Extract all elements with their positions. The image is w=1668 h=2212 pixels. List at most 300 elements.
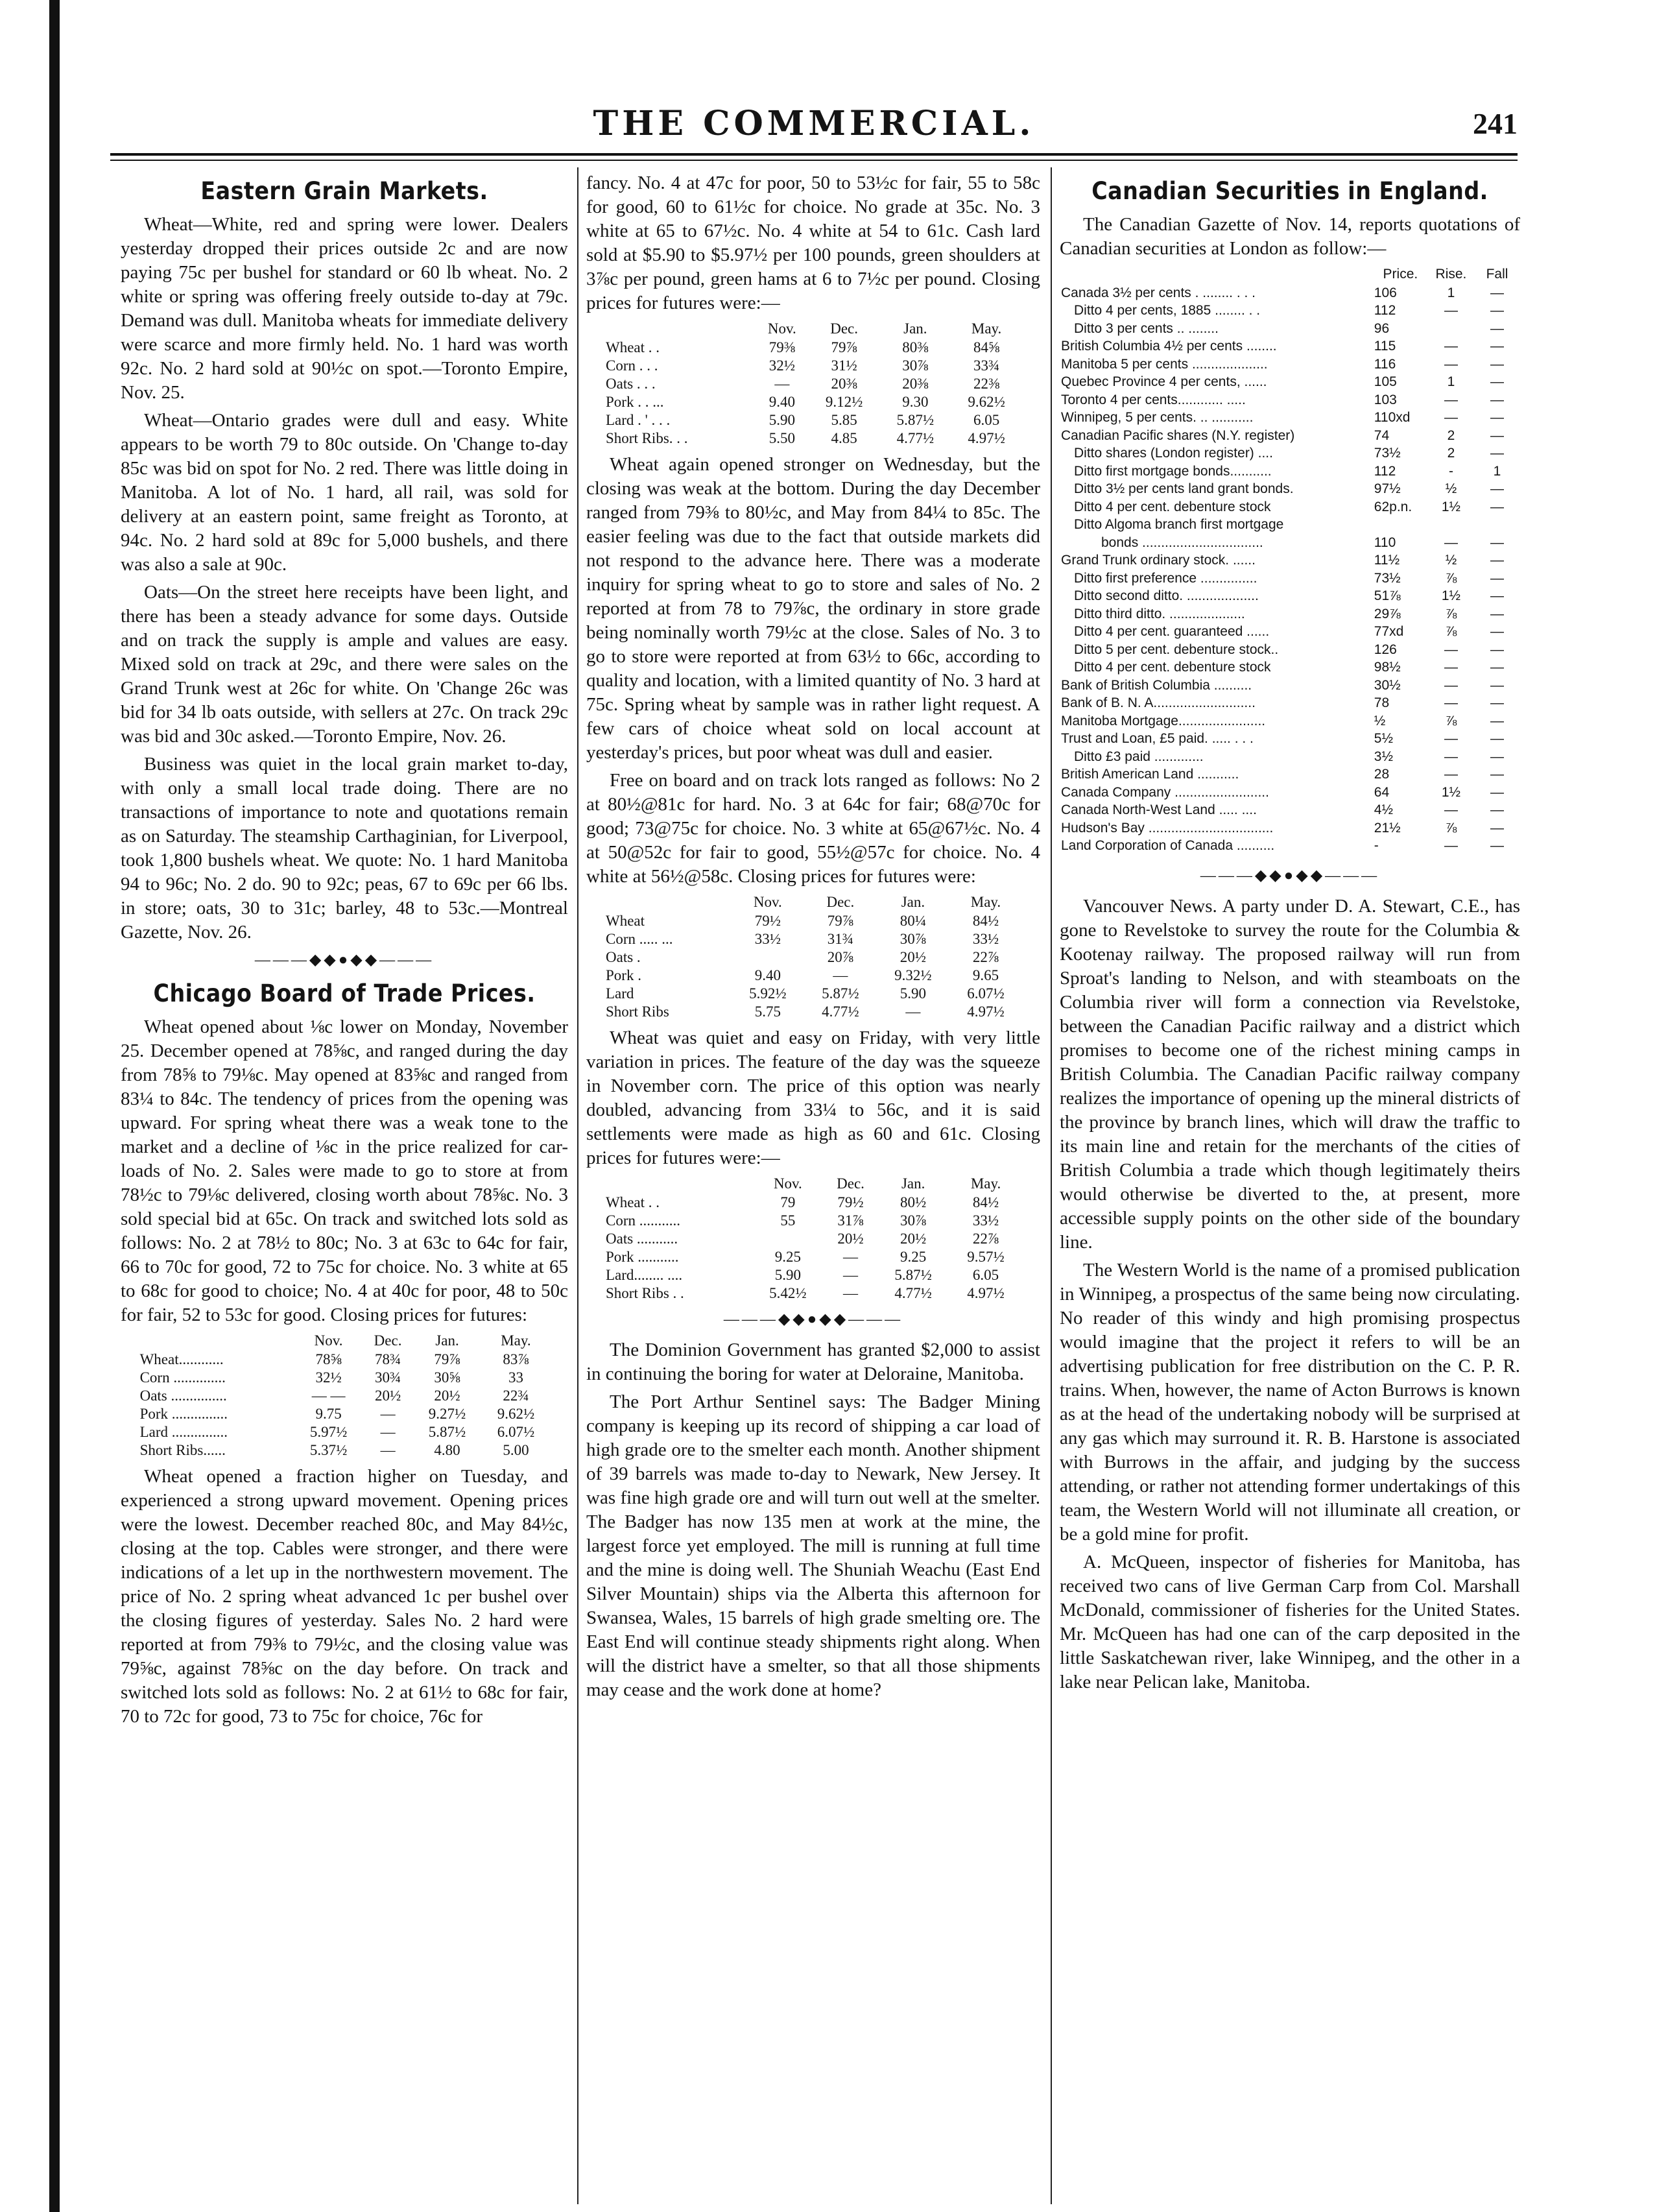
security-rise: — xyxy=(1444,677,1458,693)
futures-price: 33½ xyxy=(754,931,781,947)
security-rise: — xyxy=(1444,410,1458,425)
securities-row xyxy=(1060,284,1520,302)
futures-row xyxy=(604,1230,1022,1248)
security-price: 11½ xyxy=(1374,553,1400,568)
security-price: 51⅞ xyxy=(1374,588,1401,603)
security-fall: — xyxy=(1490,446,1504,461)
security-name: Ditto 4 per cents, 1885 ........ . . xyxy=(1074,303,1261,318)
futures-price: 30⅞ xyxy=(902,357,929,374)
commodity-name: Lard........ .... xyxy=(606,1267,683,1283)
futures-price: 20⅞ xyxy=(827,949,853,965)
security-price: 74 xyxy=(1374,427,1390,443)
column-divider xyxy=(577,167,578,2204)
column-3 xyxy=(1060,171,1520,2202)
security-fall: — xyxy=(1490,303,1504,318)
futures-price: 9.30 xyxy=(902,394,929,410)
security-rise: — xyxy=(1444,838,1458,853)
futures-row xyxy=(604,429,1022,448)
commodity-name: Oats ............... xyxy=(139,1388,227,1404)
security-price: 3½ xyxy=(1374,749,1393,764)
futures-price: 4.77½ xyxy=(822,1004,859,1020)
security-name: Manitoba 5 per cents .................... xyxy=(1061,356,1268,372)
commodity-name: Short Ribs...... xyxy=(139,1442,226,1458)
article-paragraph: Wheat opened a fraction higher on Tuesday, and experienced a strong upward movement. Opening prices were the lowest. December reached 80c, and May 84½c, closing at the top. Cables were stronger, and there were indications of a let up in the northwestern movement. The price of No. 2 spring wheat advanced 1c per bushel over the closing figures of yesterday. Sales No. 2 hard were reported at from 79⅜ to 79½c, and the closing value was 79⅝c, against 78⅝c on the day before. On track and switched lots sold as follows: No. 2 at 61½ to 68c for fair, 70 to 72c for good, 73 to 75c for choice, 76c for xyxy=(121,1466,568,1727)
security-fall: — xyxy=(1490,731,1504,746)
commodity-name: Short Ribs . . xyxy=(606,1285,684,1301)
commodity-name: Oats . xyxy=(606,949,641,965)
security-name: Bank of British Columbia .......... xyxy=(1061,677,1252,693)
commodity-name: Pork . . ... xyxy=(606,394,664,410)
article-paragraph: Wheat again opened stronger on Wednesday, but the closing was weak at the bottom. During the day December ranged from 79⅜ to 80½c, and May from 84¼ to 85c. The easier feeling was due to the fact that outside markets did not respond to the advance here. There was a moderate inquiry for spring wheat to go to store and sales of No. 2 reported at from 78 to 79⅞c, the ordinary in store grade being nominally worth 79½c at the close. Sales of No. 3 to go to store were reported at from 63½ to 66c, according to quality and location, with a limited quantity of No. 3 hard at 75c. Spring wheat by sample was in rather light request. A few cars of choice wheat sold on local account at yesterday's prices, but poor wheat was dull and easier. xyxy=(586,454,1040,763)
futures-header-cell xyxy=(604,1174,752,1194)
futures-price: 33½ xyxy=(972,1212,999,1229)
securities-row xyxy=(1060,605,1520,623)
commodity-name: Short Ribs xyxy=(606,1004,669,1020)
futures-row xyxy=(604,1266,1022,1284)
security-price: 28 xyxy=(1374,767,1390,782)
futures-price: 20½ xyxy=(900,949,927,965)
section-ornament: ———◆◆●◆◆——— xyxy=(1200,867,1380,884)
security-price: 112 xyxy=(1374,463,1396,479)
security-name: Toronto 4 per cents............ ..... xyxy=(1061,392,1246,407)
futures-price: 5.00 xyxy=(503,1442,529,1458)
commodity-name: Corn ..... ... xyxy=(606,931,673,947)
securities-row xyxy=(1060,373,1520,391)
securities-row xyxy=(1060,784,1520,802)
commodity-name: Wheat............ xyxy=(139,1351,224,1367)
futures-row xyxy=(139,1351,551,1369)
futures-price: 5.87½ xyxy=(822,985,859,1002)
futures-price: 20½ xyxy=(434,1388,460,1404)
securities-row xyxy=(1060,623,1520,641)
header-rule xyxy=(110,153,1518,156)
security-rise: — xyxy=(1444,660,1458,675)
futures-price: 79½ xyxy=(837,1194,864,1210)
futures-price: 6.05 xyxy=(972,1267,999,1283)
security-name: Ditto 3 per cents .. ........ xyxy=(1074,320,1219,336)
futures-row xyxy=(604,1248,1022,1266)
futures-row xyxy=(604,339,1022,357)
security-fall: — xyxy=(1490,427,1504,443)
futures-price: 9.40 xyxy=(754,967,781,983)
security-price: ½ xyxy=(1374,713,1386,728)
futures-price: 4.77½ xyxy=(896,430,935,446)
futures-price: — xyxy=(843,1267,859,1283)
securities-row xyxy=(1060,391,1520,409)
securities-row xyxy=(1060,444,1520,463)
futures-price: 4.97½ xyxy=(967,1004,1005,1020)
futures-price: 33 xyxy=(508,1369,523,1386)
futures-header-cell: Dec. xyxy=(826,894,855,910)
securities-row xyxy=(1060,748,1520,766)
securities-row xyxy=(1060,302,1520,320)
section-ornament: ———◆◆●◆◆——— xyxy=(254,952,435,968)
security-price: 112 xyxy=(1374,303,1396,318)
security-rise: — xyxy=(1444,392,1458,407)
futures-table-friday xyxy=(604,1174,1022,1303)
futures-price: 32½ xyxy=(315,1369,342,1386)
security-price: - xyxy=(1374,838,1379,853)
futures-header-row xyxy=(604,1174,1022,1194)
security-fall: — xyxy=(1490,767,1504,782)
futures-price: 84½ xyxy=(972,913,999,929)
futures-price: 5.87½ xyxy=(896,412,935,428)
futures-price: 22¾ xyxy=(503,1388,529,1404)
futures-row xyxy=(604,393,1022,411)
security-fall: — xyxy=(1490,588,1504,603)
securities-row xyxy=(1060,409,1520,427)
security-fall: — xyxy=(1490,838,1504,853)
security-price: 30½ xyxy=(1374,677,1401,693)
commodity-name: Corn ........... xyxy=(606,1212,680,1229)
security-rise: 1½ xyxy=(1441,784,1461,800)
security-fall: — xyxy=(1490,285,1504,300)
security-fall: — xyxy=(1490,356,1504,372)
security-name: Canada Company ......................... xyxy=(1061,784,1269,800)
security-name: Ditto 5 per cent. debenture stock.. xyxy=(1074,642,1279,657)
article-paragraph: Oats—On the street here receipts have been light, and there has been a steady advance for some days. Outside and on track the supply is ample and values are easy. Mixed sold on track at 29c, and there were sales on the Grand Trunk west at 26c for white. On 'Change 26c was bid for 34 lb oats outside, with sellers at 27c. On track 29c was bid and 30c asked.—Toronto Empire, Nov. 26. xyxy=(121,582,568,747)
security-price: 96 xyxy=(1374,320,1390,336)
futures-price: 5.85 xyxy=(831,412,857,428)
security-price: 62p.n. xyxy=(1374,499,1412,514)
futures-price: 4.97½ xyxy=(967,1285,1005,1301)
securities-row xyxy=(1060,551,1520,570)
futures-price: 22⅞ xyxy=(972,949,999,965)
security-fall: — xyxy=(1490,606,1504,621)
canadian-securities-heading: Canadian Securities in England. xyxy=(1091,177,1488,205)
futures-price: — xyxy=(833,967,848,983)
security-price: 77xd xyxy=(1374,624,1404,639)
article-paragraph: fancy. No. 4 at 47c for poor, 50 to 53½c for fair, 55 to 58c for good, 60 to 61½c for choice. No grade at 35c. No. 3 white at 65 to 67½c. No. 4 white at 54 to 61c. Cash lard sold at $5.90 to $5.97½ per 100 pounds, green shoulders at 3⅞c per pound, green hams at 6 to 7½c per pound. Closing prices for futures were:— xyxy=(586,173,1040,313)
futures-price: 80¼ xyxy=(900,913,927,929)
securities-row xyxy=(1060,480,1520,498)
securities-col-fall: Fall xyxy=(1486,267,1508,282)
security-price: 64 xyxy=(1374,784,1390,800)
futures-price: 30⅞ xyxy=(900,931,927,947)
security-fall: — xyxy=(1490,570,1504,586)
futures-row xyxy=(604,375,1022,393)
security-rise: — xyxy=(1444,731,1458,746)
security-rise: — xyxy=(1444,535,1458,550)
security-name: Winnipeg, 5 per cents. .. ........... xyxy=(1061,410,1254,425)
security-name: Ditto first mortgage bonds........... xyxy=(1074,463,1272,479)
security-fall: — xyxy=(1490,624,1504,639)
futures-price: 5.87½ xyxy=(428,1424,466,1440)
security-price: 105 xyxy=(1374,374,1397,389)
futures-price: 33¾ xyxy=(973,357,1000,374)
security-price: 29⅞ xyxy=(1374,606,1401,621)
futures-price: 79⅞ xyxy=(434,1351,460,1367)
futures-header-cell: May. xyxy=(970,894,1001,910)
security-price: 126 xyxy=(1374,642,1397,657)
securities-intro: The Canadian Gazette of Nov. 14, reports quotations of Canadian securities at London as follow:— xyxy=(1060,214,1520,259)
security-price: 5½ xyxy=(1374,731,1393,746)
security-fall: — xyxy=(1490,802,1504,817)
security-price: 116 xyxy=(1374,356,1396,372)
futures-price: 5.92½ xyxy=(749,985,787,1002)
security-name: British American Land ........... xyxy=(1061,767,1239,782)
commodity-name: Pork ........... xyxy=(606,1249,679,1265)
security-fall: — xyxy=(1490,677,1504,693)
security-rise: 2 xyxy=(1447,446,1455,461)
security-name: Canada 3½ per cents . ........ . . . xyxy=(1061,285,1256,300)
security-rise: — xyxy=(1444,767,1458,782)
article-paragraph: Wheat was quiet and easy on Friday, with very little variation in prices. The feature of the day was the squeeze in November corn. The price of this option was nearly doubled, advancing from 33¼ to 56c, and it is said settlements were made as high as 60 and 61c. Closing prices for futures were:— xyxy=(586,1028,1040,1168)
futures-price: 9.12½ xyxy=(825,394,863,410)
commodity-name: Lard . ' . . . xyxy=(606,412,671,428)
futures-price: 4.77½ xyxy=(894,1285,932,1301)
masthead: THE COMMERCIAL. xyxy=(593,104,1035,143)
futures-price: 6.05 xyxy=(973,412,1000,428)
security-rise: ½ xyxy=(1445,481,1457,496)
commodity-name: Corn .............. xyxy=(139,1369,226,1386)
futures-price: 9.25 xyxy=(900,1249,927,1265)
security-name: British Columbia 4½ per cents ........ xyxy=(1061,339,1277,354)
security-rise: 1½ xyxy=(1441,499,1461,514)
security-name: Ditto 4 per cent. guaranteed ...... xyxy=(1074,624,1270,639)
security-name: Ditto second ditto. ................... xyxy=(1074,588,1259,603)
futures-price: 6.07½ xyxy=(967,985,1005,1002)
securities-table xyxy=(1060,265,1520,855)
securities-row xyxy=(1060,570,1520,588)
futures-price: 5.37½ xyxy=(309,1442,348,1458)
futures-price: 22⅞ xyxy=(972,1231,999,1247)
securities-row xyxy=(1060,765,1520,784)
futures-row xyxy=(604,411,1022,429)
futures-price: 79½ xyxy=(754,913,781,929)
futures-price: 22⅜ xyxy=(973,376,1000,392)
futures-price: 4.97½ xyxy=(968,430,1005,446)
security-fall: — xyxy=(1490,410,1504,425)
security-fall: — xyxy=(1490,820,1504,836)
security-fall: — xyxy=(1490,695,1504,710)
security-fall: 1 xyxy=(1493,463,1501,479)
binding-edge xyxy=(49,0,60,2212)
futures-price: 5.42½ xyxy=(769,1285,807,1301)
futures-price: 32½ xyxy=(768,357,795,374)
futures-header-cell: Jan. xyxy=(901,1175,925,1192)
security-rise: ⅞ xyxy=(1445,624,1457,639)
futures-price: 4.85 xyxy=(831,430,857,446)
futures-row xyxy=(604,357,1022,375)
commodity-name: Oats . . . xyxy=(606,376,656,392)
futures-price: — xyxy=(774,376,790,392)
security-price: 110xd xyxy=(1374,410,1411,425)
security-name: Ditto Algoma branch first mortgage xyxy=(1074,517,1284,532)
futures-price: — xyxy=(380,1442,396,1458)
futures-price: — xyxy=(905,1004,921,1020)
futures-price: 5.97½ xyxy=(309,1424,348,1440)
commodity-name: Pork ............... xyxy=(139,1406,228,1422)
securities-row xyxy=(1060,427,1520,445)
commodity-name: Oats ........... xyxy=(606,1231,678,1247)
security-name: Ditto £3 paid ............. xyxy=(1074,749,1204,764)
security-fall: — xyxy=(1490,320,1504,336)
securities-row xyxy=(1060,837,1520,855)
security-fall: — xyxy=(1490,784,1504,800)
securities-row xyxy=(1060,819,1520,837)
futures-row xyxy=(139,1369,551,1387)
securities-row xyxy=(1060,320,1520,338)
article-paragraph: A. McQueen, inspector of fisheries for Manitoba, has received two cans of live German Carp from Col. Marshall McDonald, commissioner of fisheries for the United States. Mr. McQueen has had one can of the carp deposited in the little Saskatchewan river, lake Winnipeg, and the other in a lake near Pelican lake, Manitoba. xyxy=(1060,1551,1520,1692)
futures-header-cell xyxy=(604,893,732,912)
securities-row xyxy=(1060,658,1520,677)
security-rise: — xyxy=(1444,642,1458,657)
futures-header-cell: Nov. xyxy=(773,1175,802,1192)
page-number: 241 xyxy=(1473,107,1518,140)
commodity-name: Corn . . . xyxy=(606,357,658,374)
security-fall: — xyxy=(1490,553,1504,568)
futures-price: 33½ xyxy=(972,931,999,947)
futures-row xyxy=(604,1194,1022,1212)
security-fall: — xyxy=(1490,713,1504,728)
commodity-name: Lard ............... xyxy=(139,1424,228,1440)
security-price: 73½ xyxy=(1374,570,1401,586)
article-paragraph: Free on board and on track lots ranged as follows: No 2 at 80½@81c for hard. No. 3 at 64c for fair; 68@70c for good; 73@75c for choice. No. 3 white at 65@67½c. No. 4 at 50@52c for fair to good, 55½@57c for choice. No. 4 white at 56½@58c. Closing prices for futures were: xyxy=(586,770,1040,887)
security-rise: 1½ xyxy=(1441,588,1461,603)
column-2 xyxy=(586,171,1040,2202)
futures-table-tuesday xyxy=(604,319,1022,448)
commodity-name: Lard xyxy=(606,985,634,1002)
futures-header-cell: Jan. xyxy=(435,1332,459,1349)
article-paragraph: The Western World is the name of a promised publication in Winnipeg, a prospectus of the same being now circulating. No reader of this windy and high promising prospectus would imagine that the project it refers to will be an advertising publication for free distribution on the C. P. R. trains. When, however, the name of Acton Burrows is known as at the head of the undertaking nobody will be surprised at any gas which may surround it. R. B. Harstone is associated with Burrows in the affair, and judging by the success attending, or rather not attending former undertakings of this team, the Western World will not illuminate all creation, or be a gold mine for profit. xyxy=(1060,1259,1520,1545)
futures-price: 20½ xyxy=(374,1388,401,1404)
futures-price: 55 xyxy=(780,1212,796,1229)
security-fall: — xyxy=(1490,642,1504,657)
futures-price: 31¾ xyxy=(827,931,853,947)
futures-price: 5.90 xyxy=(768,412,795,428)
futures-header-cell: Dec. xyxy=(374,1332,402,1349)
futures-price: 5.50 xyxy=(768,430,795,446)
securities-row xyxy=(1060,337,1520,355)
securities-row xyxy=(1060,587,1520,605)
security-rise: — xyxy=(1444,356,1458,372)
security-name: Ditto 4 per cent. debenture stock xyxy=(1074,660,1271,675)
futures-row xyxy=(139,1423,551,1441)
commodity-name: Wheat . . xyxy=(606,339,660,355)
futures-price: 79⅞ xyxy=(831,339,857,355)
futures-price xyxy=(752,1230,824,1248)
security-price: 106 xyxy=(1374,285,1397,300)
securities-row xyxy=(1060,801,1520,819)
security-rise: — xyxy=(1444,802,1458,817)
security-price: 73½ xyxy=(1374,446,1401,461)
futures-price: 9.62½ xyxy=(968,394,1005,410)
futures-row xyxy=(604,967,1022,985)
security-name: Hudson's Bay ................................. xyxy=(1061,820,1274,836)
futures-price: 30⅞ xyxy=(900,1212,927,1229)
security-name: Land Corporation of Canada .......... xyxy=(1061,838,1275,853)
security-rise: ⅞ xyxy=(1445,820,1457,836)
futures-price: 9.25 xyxy=(774,1249,801,1265)
securities-row xyxy=(1060,712,1520,730)
security-rise: ⅞ xyxy=(1445,606,1457,621)
article-paragraph: Wheat—White, red and spring were lower. Dealers yesterday dropped their prices outside 2c and are now paying 75c per bushel for standard or 60 lb wheat. No. 2 white or spring was offering freely outside to-day at 79c. Demand was dull. Manitoba wheats for immediate delivery were scarce and more firmly held. No. 1 hard was worth 92c. No. 2 hard sold at 90½c on spot.—Toronto Empire, Nov. 25. xyxy=(121,214,568,403)
security-name: Grand Trunk ordinary stock. ...... xyxy=(1061,553,1256,568)
futures-price: 20⅜ xyxy=(831,376,857,392)
futures-price: 9.27½ xyxy=(428,1406,466,1422)
security-name: Canadian Pacific shares (N.Y. register) xyxy=(1061,427,1295,443)
futures-header-cell: Dec. xyxy=(837,1175,864,1192)
security-rise: 1 xyxy=(1447,374,1455,389)
futures-price: 30⅝ xyxy=(434,1369,460,1386)
security-rise: 1 xyxy=(1447,285,1455,300)
securities-header-row xyxy=(1060,265,1520,284)
futures-header-row xyxy=(604,893,1022,912)
futures-header-cell: Jan. xyxy=(903,320,927,337)
futures-price: 84½ xyxy=(972,1194,999,1210)
security-rise xyxy=(1428,320,1474,338)
security-name: Ditto third ditto. .................... xyxy=(1074,606,1245,621)
futures-header-cell xyxy=(604,319,756,339)
article-paragraph: Wheat—Ontario grades were dull and easy. White appears to be worth 79 to 80c outside. On 'Change to-day 85c was bid on spot for No. 2 red. There was little doing in Manitoba. A lot of No. 1 hard, all rail, was sold for delivery at an eastern point, same freight as Toronto, at 94c. No. 2 hard sold at 89c for 5,000 bushels, and there was also a sale at 90c. xyxy=(121,410,568,575)
futures-price: 20½ xyxy=(900,1231,927,1247)
futures-price: 5.75 xyxy=(754,1004,781,1020)
futures-header-cell: Nov. xyxy=(767,320,796,337)
futures-header-row xyxy=(604,319,1022,339)
futures-row xyxy=(139,1441,551,1460)
security-fall: — xyxy=(1490,481,1504,496)
commodity-name: Short Ribs. . . xyxy=(606,430,688,446)
futures-price: — xyxy=(380,1406,396,1422)
futures-header-cell: Nov. xyxy=(753,894,782,910)
security-fall: — xyxy=(1490,535,1504,550)
futures-table-wednesday xyxy=(604,893,1022,1021)
futures-price: 5.90 xyxy=(900,985,927,1002)
article-paragraph: The Port Arthur Sentinel says: The Badger Mining company is keeping up its record of shipping a car load of high grade ore to the smelter each month. Another shipment of 39 barrels was made to-day to Newark, New Jersey. It was fine high grade ore and will turn out well at the smelter. The Badger has now 135 men at work at the mine, the largest force yet employed. The mill is running at full time and the mine is doing well. The Shuniah Weachu (East End Silver Mountain) ships via the Alberta this afternoon for Swansea, Wales, 15 barrels of high grade smelting ore. The East End will continue steady shipments right along. When will the district have a smelter, so that all those shipments may cease and the work done at home? xyxy=(586,1391,1040,1700)
article-paragraph: The Dominion Government has granted $2,000 to assist in continuing the boring for water at Deloraine, Manitoba. xyxy=(586,1340,1040,1384)
securities-row xyxy=(1060,534,1520,552)
futures-row xyxy=(604,912,1022,930)
commodity-name: Pork . xyxy=(606,967,641,983)
security-name: Ditto 4 per cent. debenture stock xyxy=(1074,499,1271,514)
futures-row xyxy=(604,1003,1022,1021)
security-rise: — xyxy=(1444,695,1458,710)
futures-price: 83⅞ xyxy=(503,1351,529,1367)
security-name: Ditto shares (London register) .... xyxy=(1074,446,1273,461)
futures-price: — xyxy=(380,1424,396,1440)
securities-row xyxy=(1060,463,1520,481)
securities-row xyxy=(1060,641,1520,659)
commodity-name: Wheat . . xyxy=(606,1194,660,1210)
futures-price: — xyxy=(843,1285,859,1301)
security-price xyxy=(1373,516,1428,534)
futures-header-cell: May. xyxy=(971,320,1002,337)
futures-price: 20⅜ xyxy=(902,376,929,392)
security-price: 97½ xyxy=(1374,481,1401,496)
futures-price: 9.62½ xyxy=(497,1406,535,1422)
futures-price: 9.65 xyxy=(972,967,999,983)
commodity-name: Wheat xyxy=(606,913,645,929)
securities-col-rise: Rise. xyxy=(1435,267,1467,282)
securities-row xyxy=(1060,516,1520,534)
security-name: Canada North-West Land ..... .... xyxy=(1061,802,1257,817)
futures-price: 30¾ xyxy=(374,1369,401,1386)
column-divider xyxy=(1051,167,1052,2204)
security-rise: ⅞ xyxy=(1445,713,1457,728)
futures-header-cell: Nov. xyxy=(314,1332,343,1349)
futures-price: 9.32½ xyxy=(894,967,932,983)
security-rise: — xyxy=(1444,339,1458,354)
futures-row xyxy=(139,1405,551,1423)
futures-price: — xyxy=(843,1249,859,1265)
header-rule-thin xyxy=(110,160,1518,161)
futures-price: 9.40 xyxy=(768,394,795,410)
column-1 xyxy=(121,171,568,2202)
section-ornament: ———◆◆●◆◆——— xyxy=(723,1311,903,1328)
security-name: Quebec Province 4 per cents, ...... xyxy=(1061,374,1267,389)
futures-row xyxy=(604,1284,1022,1303)
